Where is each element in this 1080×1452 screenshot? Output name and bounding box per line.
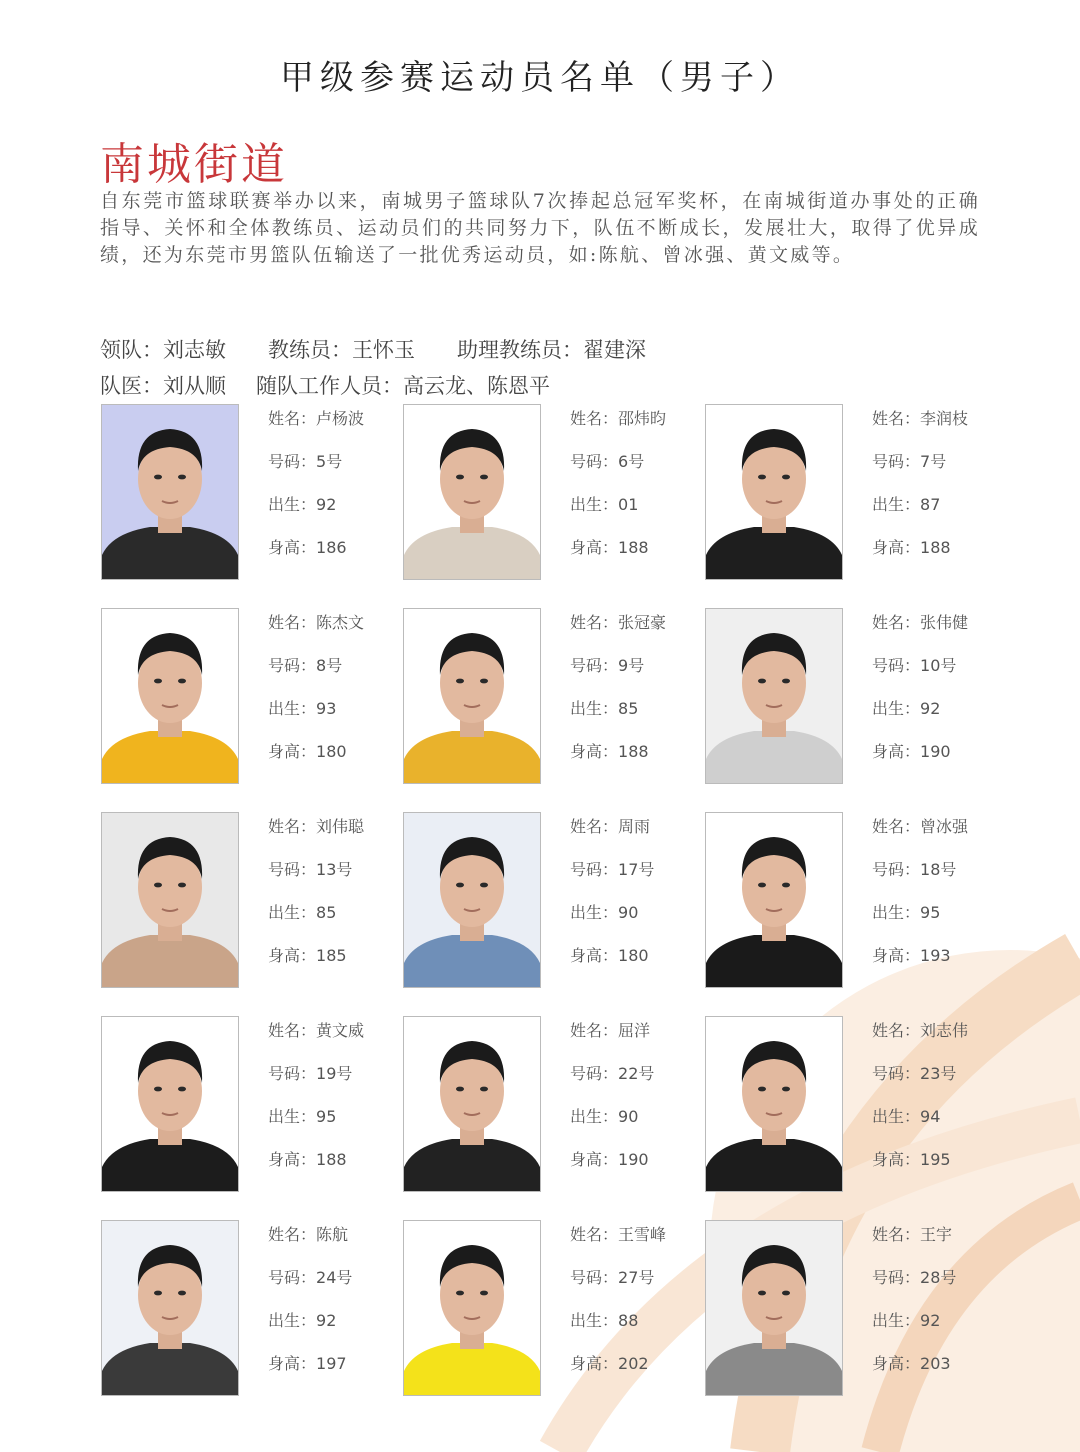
player-name (268, 406, 364, 429)
player-number-label: 号码： (268, 1268, 317, 1287)
player-height-value: 202 (618, 1354, 649, 1373)
player-height-value: 190 (618, 1150, 649, 1169)
player-number (872, 449, 946, 472)
player-birth-label: 出生： (872, 495, 921, 514)
player-card (705, 608, 1005, 784)
player-height (872, 1147, 951, 1170)
player-birth-value: 92 (316, 1311, 337, 1330)
player-name (872, 1018, 968, 1041)
player-birth-label: 出生： (570, 1311, 619, 1330)
player-height (268, 739, 347, 762)
player-height-label: 身高： (570, 1354, 619, 1373)
player-number-label: 号码： (268, 452, 317, 471)
player-name-label: 姓名： (268, 817, 317, 836)
player-height-value: 180 (316, 742, 347, 761)
player-number-label: 号码： (570, 1064, 619, 1083)
player-card (705, 1016, 1005, 1192)
player-birth-label: 出生： (570, 495, 619, 514)
player-birth-value: 92 (920, 1311, 941, 1330)
player-name-value: 屈洋 (618, 1021, 651, 1040)
player-number-label: 号码： (872, 1268, 921, 1287)
player-height-value: 188 (618, 742, 649, 761)
player-photo (403, 812, 541, 988)
player-card (403, 608, 703, 784)
player-number-label: 号码： (570, 860, 619, 879)
player-number-value: 17号 (618, 860, 655, 879)
player-name-value: 邵炜昀 (618, 409, 667, 428)
player-birth-value: 85 (618, 699, 639, 718)
player-photo (403, 1016, 541, 1192)
player-number-label: 号码： (872, 1064, 921, 1083)
player-height-label: 身高： (872, 1354, 921, 1373)
player-number-label: 号码： (570, 452, 619, 471)
player-number-value: 9号 (618, 656, 645, 675)
player-name (872, 406, 968, 429)
player-name (268, 610, 364, 633)
player-birth-label: 出生： (872, 903, 921, 922)
player-birth-label: 出生： (570, 903, 619, 922)
player-birth (570, 1308, 638, 1331)
player-name-value: 曾冰强 (920, 817, 969, 836)
player-number-value: 24号 (316, 1268, 353, 1287)
player-number-value: 7号 (920, 452, 947, 471)
player-height-value: 185 (316, 946, 347, 965)
player-birth-label: 出生： (268, 495, 317, 514)
player-card (403, 1220, 703, 1396)
player-height (268, 535, 347, 558)
player-number-label: 号码： (268, 1064, 317, 1083)
player-photo (705, 1220, 843, 1396)
player-photo (101, 1220, 239, 1396)
player-number (872, 1265, 956, 1288)
player-birth (570, 696, 638, 719)
player-height-value: 195 (920, 1150, 951, 1169)
player-height-value: 190 (920, 742, 951, 761)
player-name-value: 陈杰文 (316, 613, 365, 632)
player-birth (872, 696, 940, 719)
player-name-label: 姓名： (268, 409, 317, 428)
player-card (705, 1220, 1005, 1396)
player-number (570, 1061, 654, 1084)
player-height (268, 1147, 347, 1170)
player-name (268, 1018, 364, 1041)
team-intro: 自东莞市篮球联赛举办以来，南城男子篮球队7次捧起总冠军奖杯，在南城街道办事处的正确指导、关怀和全体教练员、运动员们的共同努力下，队伍不断成长，发展壮大，取得了优异成绩，还为东莞市男篮队伍输送了一批优秀运动员，如:陈航、曾冰强、黄文威等。 (100, 190, 980, 266)
player-number (268, 449, 342, 472)
player-birth-value: 93 (316, 699, 337, 718)
player-height (570, 1147, 649, 1170)
player-height (872, 1351, 951, 1374)
player-number-value: 19号 (316, 1064, 353, 1083)
player-height (872, 739, 951, 762)
player-height (872, 535, 951, 558)
player-birth (268, 900, 336, 923)
player-birth (872, 1308, 940, 1331)
player-height-label: 身高： (268, 946, 317, 965)
player-photo (101, 404, 239, 580)
player-birth-label: 出生： (570, 699, 619, 718)
player-birth-label: 出生： (268, 1311, 317, 1330)
player-photo (705, 608, 843, 784)
player-card (403, 1016, 703, 1192)
player-number-value: 22号 (618, 1064, 655, 1083)
player-height-value: 197 (316, 1354, 347, 1373)
player-height-label: 身高： (268, 1150, 317, 1169)
player-photo (101, 1016, 239, 1192)
player-number-value: 27号 (618, 1268, 655, 1287)
player-number-label: 号码： (570, 656, 619, 675)
player-number-value: 13号 (316, 860, 353, 879)
player-name (268, 814, 364, 837)
player-number (872, 1061, 956, 1084)
player-birth (570, 1104, 638, 1127)
page-title: 甲级参赛运动员名单（男子） (280, 58, 800, 98)
player-birth (872, 900, 940, 923)
player-number (570, 449, 644, 472)
player-height (268, 943, 347, 966)
player-birth (570, 900, 638, 923)
player-birth (872, 1104, 940, 1127)
player-card (403, 404, 703, 580)
player-photo (403, 1220, 541, 1396)
player-photo (403, 404, 541, 580)
player-height-label: 身高： (570, 946, 619, 965)
player-height (570, 535, 649, 558)
player-number-label: 号码： (268, 656, 317, 675)
player-birth-label: 出生： (268, 903, 317, 922)
staff-row-1 (100, 334, 646, 364)
player-name-label: 姓名： (872, 409, 921, 428)
player-height-value: 188 (618, 538, 649, 557)
player-birth (268, 696, 336, 719)
player-birth-value: 90 (618, 903, 639, 922)
player-number-value: 28号 (920, 1268, 957, 1287)
assistant-coach: 助理教练员：翟建深 (457, 338, 646, 362)
player-number (268, 653, 342, 676)
player-card (705, 404, 1005, 580)
player-name-value: 陈航 (316, 1225, 349, 1244)
player-birth (872, 492, 940, 515)
player-birth-value: 95 (316, 1107, 337, 1126)
player-name (570, 406, 666, 429)
player-name-value: 李润枝 (920, 409, 969, 428)
player-height-label: 身高： (570, 742, 619, 761)
player-birth-label: 出生： (268, 1107, 317, 1126)
team-doctor: 队医：刘从顺 (100, 374, 226, 398)
player-birth (268, 492, 336, 515)
player-height-label: 身高： (570, 1150, 619, 1169)
player-height-label: 身高： (872, 1150, 921, 1169)
player-name-label: 姓名： (570, 409, 619, 428)
player-name (570, 610, 666, 633)
player-birth (268, 1308, 336, 1331)
player-number-label: 号码： (872, 452, 921, 471)
player-number-value: 6号 (618, 452, 645, 471)
player-height-label: 身高： (268, 1354, 317, 1373)
player-card (101, 608, 401, 784)
player-card (101, 1016, 401, 1192)
head-coach: 教练员：王怀玉 (268, 338, 415, 362)
player-birth (268, 1104, 336, 1127)
district-heading: 南城街道 (100, 139, 288, 190)
player-height (570, 943, 649, 966)
player-card (705, 812, 1005, 988)
player-birth-value: 88 (618, 1311, 639, 1330)
player-number (268, 1061, 352, 1084)
player-birth-label: 出生： (872, 699, 921, 718)
player-birth-label: 出生： (872, 1311, 921, 1330)
player-birth-value: 01 (618, 495, 639, 514)
player-card (101, 812, 401, 988)
player-height-value: 186 (316, 538, 347, 557)
player-name-label: 姓名： (570, 1225, 619, 1244)
player-name-value: 刘志伟 (920, 1021, 969, 1040)
player-height-label: 身高： (268, 538, 317, 557)
player-name-value: 王雪峰 (618, 1225, 667, 1244)
player-name-value: 张冠豪 (618, 613, 667, 632)
player-number-value: 10号 (920, 656, 957, 675)
player-birth-label: 出生： (872, 1107, 921, 1126)
player-name (570, 1018, 650, 1041)
player-name (570, 1222, 666, 1245)
player-number (268, 1265, 352, 1288)
player-photo (101, 812, 239, 988)
player-photo (403, 608, 541, 784)
player-height-value: 180 (618, 946, 649, 965)
player-name-label: 姓名： (570, 817, 619, 836)
player-name-label: 姓名： (268, 613, 317, 632)
player-name-value: 刘伟聪 (316, 817, 365, 836)
player-name (268, 1222, 348, 1245)
player-height-label: 身高： (872, 538, 921, 557)
player-birth-value: 92 (316, 495, 337, 514)
player-height (570, 739, 649, 762)
player-birth-value: 95 (920, 903, 941, 922)
player-height-label: 身高： (872, 742, 921, 761)
player-birth (570, 492, 638, 515)
player-number-value: 8号 (316, 656, 343, 675)
player-photo (705, 1016, 843, 1192)
player-number-value: 5号 (316, 452, 343, 471)
player-birth-value: 94 (920, 1107, 941, 1126)
player-number-label: 号码： (268, 860, 317, 879)
player-name-label: 姓名： (872, 1225, 921, 1244)
player-name-value: 周雨 (618, 817, 651, 836)
player-name (570, 814, 650, 837)
player-birth-value: 87 (920, 495, 941, 514)
player-number (268, 857, 352, 880)
player-number (872, 653, 956, 676)
team-workers: 随队工作人员：高云龙、陈恩平 (256, 374, 550, 398)
player-birth-label: 出生： (570, 1107, 619, 1126)
player-name (872, 814, 968, 837)
player-card (403, 812, 703, 988)
player-name-value: 王宇 (920, 1225, 953, 1244)
player-name-label: 姓名： (570, 1021, 619, 1040)
player-height-value: 203 (920, 1354, 951, 1373)
player-number-label: 号码： (872, 860, 921, 879)
player-name-label: 姓名： (570, 613, 619, 632)
player-photo (101, 608, 239, 784)
player-number-value: 23号 (920, 1064, 957, 1083)
player-height-value: 193 (920, 946, 951, 965)
player-number (570, 857, 654, 880)
player-name-label: 姓名： (872, 817, 921, 836)
player-height (570, 1351, 649, 1374)
player-height-label: 身高： (570, 538, 619, 557)
player-height-value: 188 (316, 1150, 347, 1169)
player-name-value: 黄文威 (316, 1021, 365, 1040)
player-birth-value: 90 (618, 1107, 639, 1126)
player-photo (705, 404, 843, 580)
player-name-label: 姓名： (872, 1021, 921, 1040)
staff-row-2 (100, 370, 550, 400)
player-birth-value: 92 (920, 699, 941, 718)
player-name-value: 卢杨波 (316, 409, 365, 428)
player-number (570, 1265, 654, 1288)
player-number (872, 857, 956, 880)
player-height (872, 943, 951, 966)
team-leader: 领队：刘志敏 (100, 338, 226, 362)
player-name-value: 张伟健 (920, 613, 969, 632)
player-number-value: 18号 (920, 860, 957, 879)
player-card (101, 1220, 401, 1396)
player-card (101, 404, 401, 580)
player-number-label: 号码： (872, 656, 921, 675)
player-height (268, 1351, 347, 1374)
player-height-label: 身高： (872, 946, 921, 965)
player-name-label: 姓名： (268, 1021, 317, 1040)
player-number-label: 号码： (570, 1268, 619, 1287)
player-height-label: 身高： (268, 742, 317, 761)
player-name-label: 姓名： (872, 613, 921, 632)
player-name (872, 1222, 952, 1245)
player-name (872, 610, 968, 633)
player-birth-label: 出生： (268, 699, 317, 718)
player-birth-value: 85 (316, 903, 337, 922)
player-height-value: 188 (920, 538, 951, 557)
player-name-label: 姓名： (268, 1225, 317, 1244)
player-photo (705, 812, 843, 988)
player-number (570, 653, 644, 676)
